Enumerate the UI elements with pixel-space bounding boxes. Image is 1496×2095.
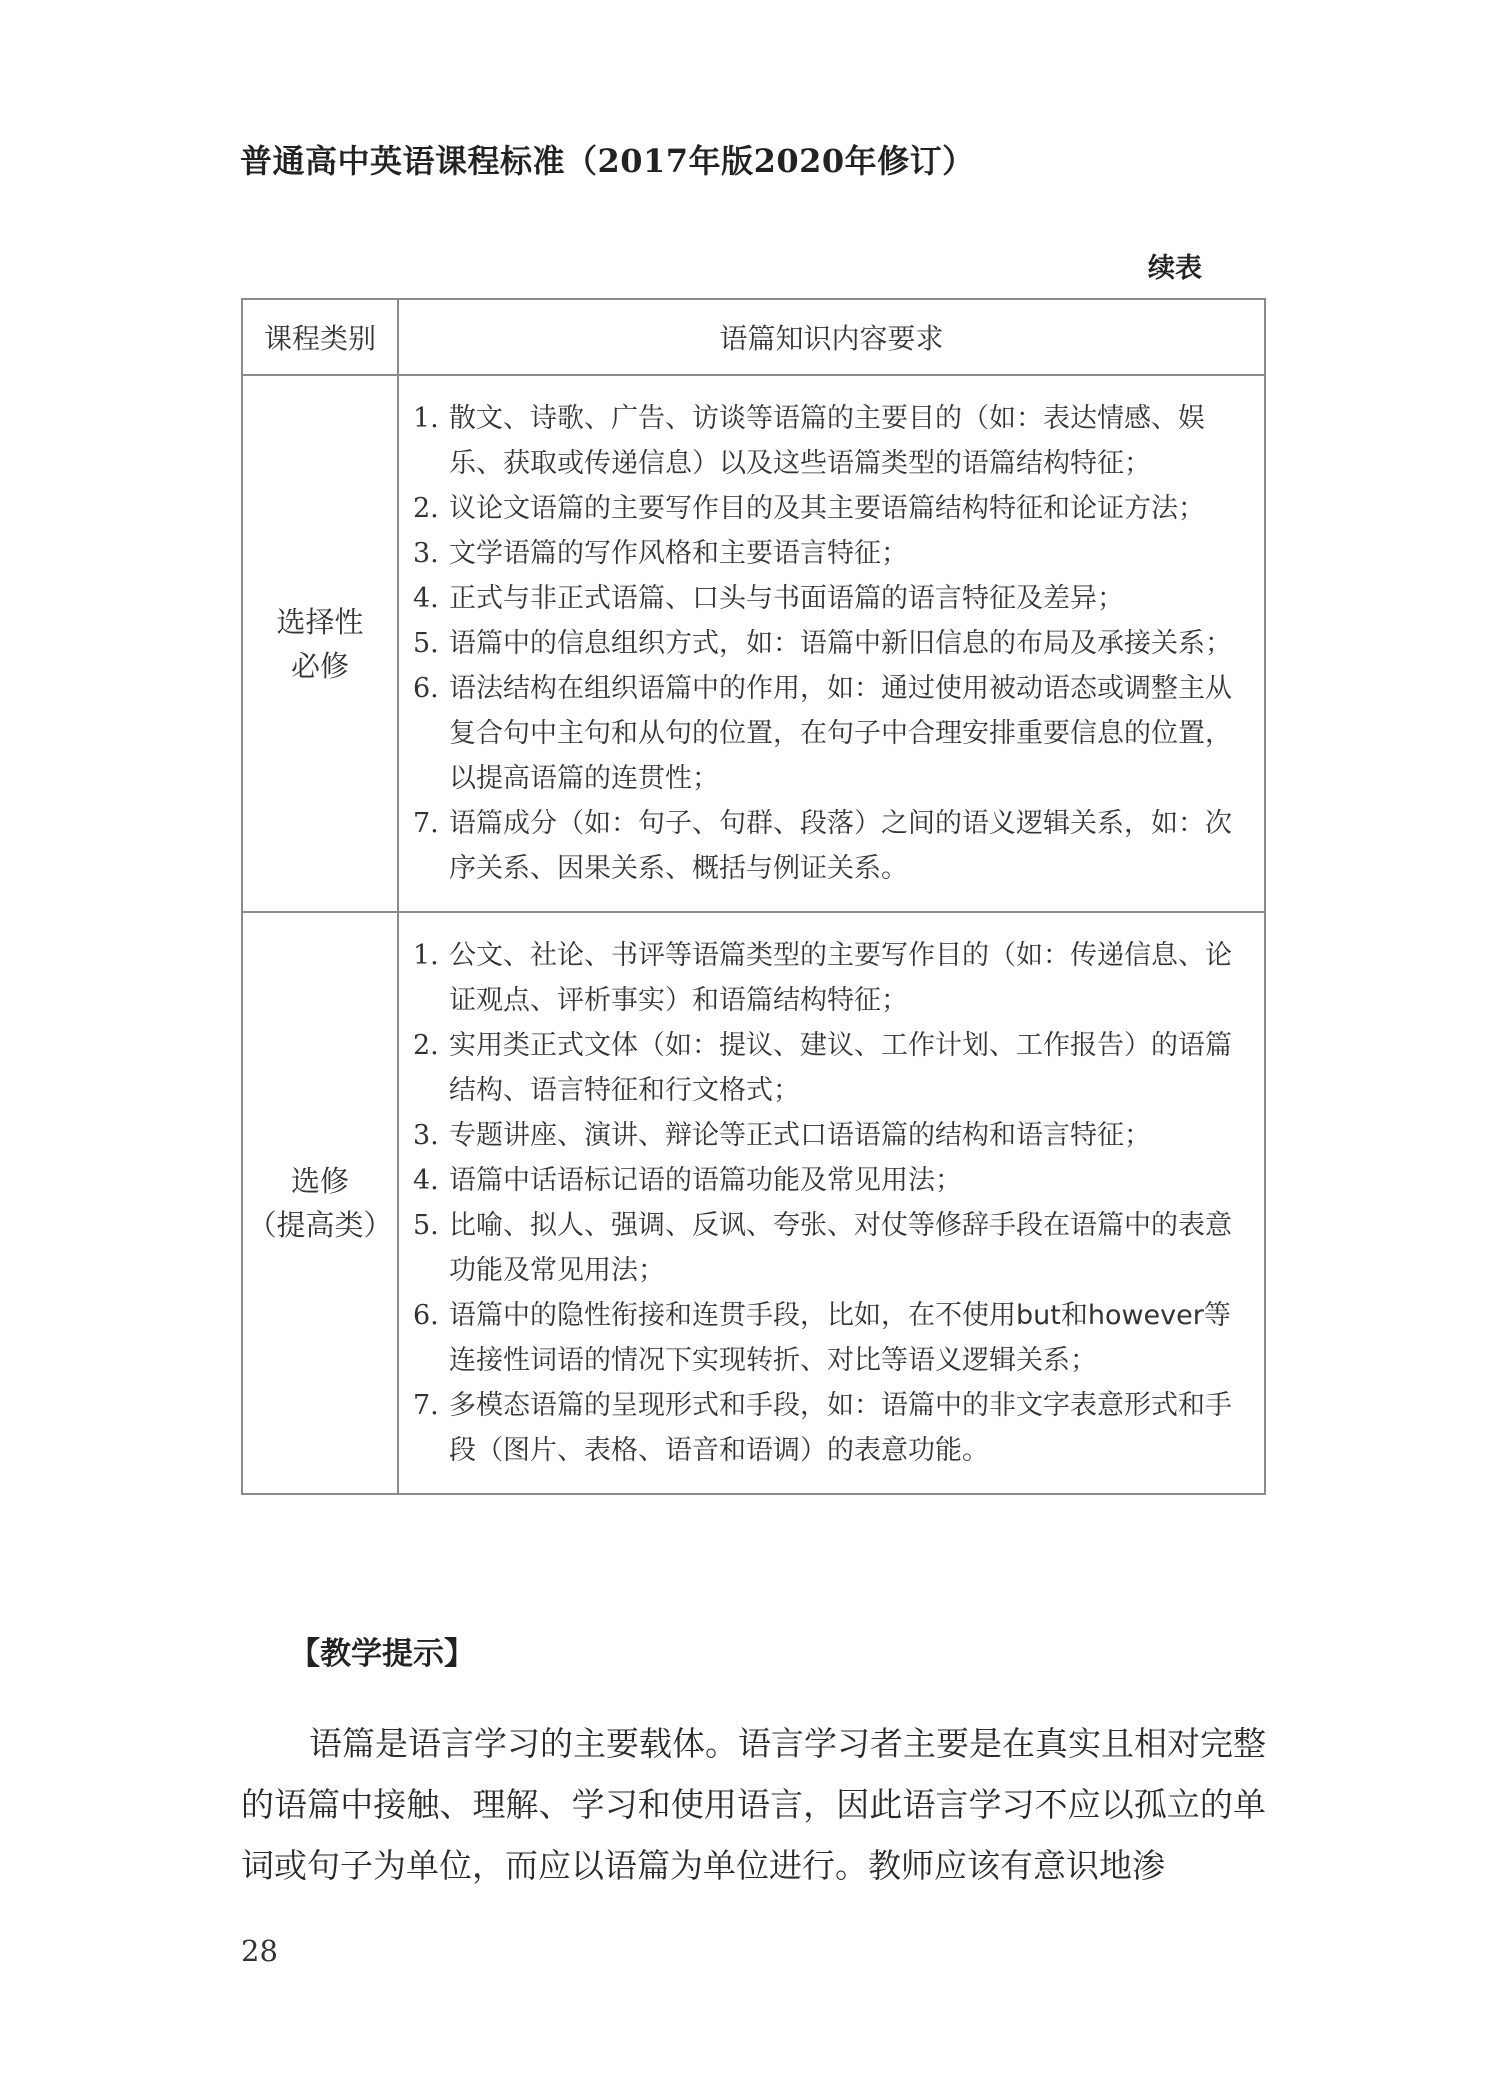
running-header-title: 普通高中英语课程标准（2017年版2020年修订） [240,142,975,180]
column-header-content-requirements: 语篇知识内容要求 [398,299,1265,375]
requirements-list [413,396,1252,891]
body-paragraph: 语篇是语言学习的主要载体。语言学习者主要是在真实且相对完整的语篇中接触、理解、学习和使用语言，因此语言学习不应以孤立的单词或句子为单位，而应以语篇为单位进行。教师应该有意识地渗 [241,1724,1266,1885]
item-number: 4. [413,1165,439,1196]
category-label: 选择性 [276,604,364,639]
teaching-tips-heading: 【教学提示】 [289,1636,475,1672]
item-text: 语篇中的隐性衔接和连贯手段，比如，在不使用but和however等连接性词语的情况下实现转折、对比等语义逻辑关系； [449,1300,1231,1376]
requirements-cell [398,912,1265,1494]
page-number: 28 [241,1934,278,1968]
course-category-cell [242,375,398,912]
item-text: 议论文语篇的主要写作目的及其主要语篇结构特征和论证方法； [449,493,1205,524]
item-number: 1. [413,940,439,971]
course-category-cell [242,912,398,1494]
list-item [413,801,1252,891]
item-text: 散文、诗歌、广告、访谈等语篇的主要目的（如：表达情感、娱乐、获取或传递信息）以及这些语篇类型的语篇结构特征； [449,403,1205,479]
item-text: 文学语篇的写作风格和主要语言特征； [449,538,908,569]
category-label: 必修 [290,648,349,683]
list-item [413,531,1252,576]
item-text: 实用类正式文体（如：提议、建议、工作计划、工作报告）的语篇结构、语言特征和行文格式； [449,1030,1232,1106]
table-row [242,375,1265,912]
item-number: 4. [413,583,439,614]
content-requirements-table [241,298,1266,1495]
requirements-list [413,933,1252,1473]
item-number: 2. [413,1030,439,1061]
table-continued-label: 续表 [1148,253,1202,284]
item-text: 语法结构在组织语篇中的作用，如：通过使用被动语态或调整主从复合句中主句和从句的位置，在句子中合理安排重要信息的位置，以提高语篇的连贯性； [449,673,1232,794]
list-item [413,1023,1252,1113]
item-text: 语篇成分（如：句子、句群、段落）之间的语义逻辑关系，如：次序关系、因果关系、概括与例证关系。 [449,808,1232,884]
list-item [413,621,1252,666]
item-number: 3. [413,1120,439,1151]
item-text: 公文、社论、书评等语篇类型的主要写作目的（如：传递信息、论证观点、评析事实）和语篇结构特征； [449,940,1232,1016]
list-item [413,1203,1252,1293]
list-item [413,666,1252,801]
item-number: 3. [413,538,439,569]
item-text: 语篇中的信息组织方式，如：语篇中新旧信息的布局及承接关系； [449,628,1232,659]
item-text: 比喻、拟人、强调、反讽、夸张、对仗等修辞手段在语篇中的表意功能及常见用法； [449,1210,1232,1286]
list-item [413,396,1252,486]
list-item [413,1293,1252,1383]
column-header-course-category: 课程类别 [242,299,398,375]
table-row [242,912,1265,1494]
item-number: 6. [413,1300,439,1331]
item-number: 6. [413,673,439,704]
item-number: 1. [413,403,439,434]
item-text: 正式与非正式语篇、口头与书面语篇的语言特征及差异； [449,583,1124,614]
requirements-cell [398,375,1265,912]
category-label: 选修 [290,1164,349,1198]
list-item [413,1113,1252,1158]
item-text: 多模态语篇的呈现形式和手段，如：语篇中的非文字表意形式和手段（图片、表格、语音和语调）的表意功能。 [449,1390,1232,1466]
item-number: 7. [413,1390,439,1421]
list-item [413,933,1252,1023]
item-number: 5. [413,1210,439,1241]
category-label: （提高类） [247,1208,393,1242]
item-text: 专题讲座、演讲、辩论等正式口语语篇的结构和语言特征； [449,1120,1151,1151]
item-number: 7. [413,808,439,839]
item-number: 5. [413,628,439,659]
item-text: 语篇中话语标记语的语篇功能及常见用法； [449,1165,962,1196]
table-header-row [242,299,1265,375]
list-item [413,1383,1252,1473]
list-item [413,1158,1252,1203]
item-number: 2. [413,493,439,524]
list-item [413,486,1252,531]
list-item [413,576,1252,621]
